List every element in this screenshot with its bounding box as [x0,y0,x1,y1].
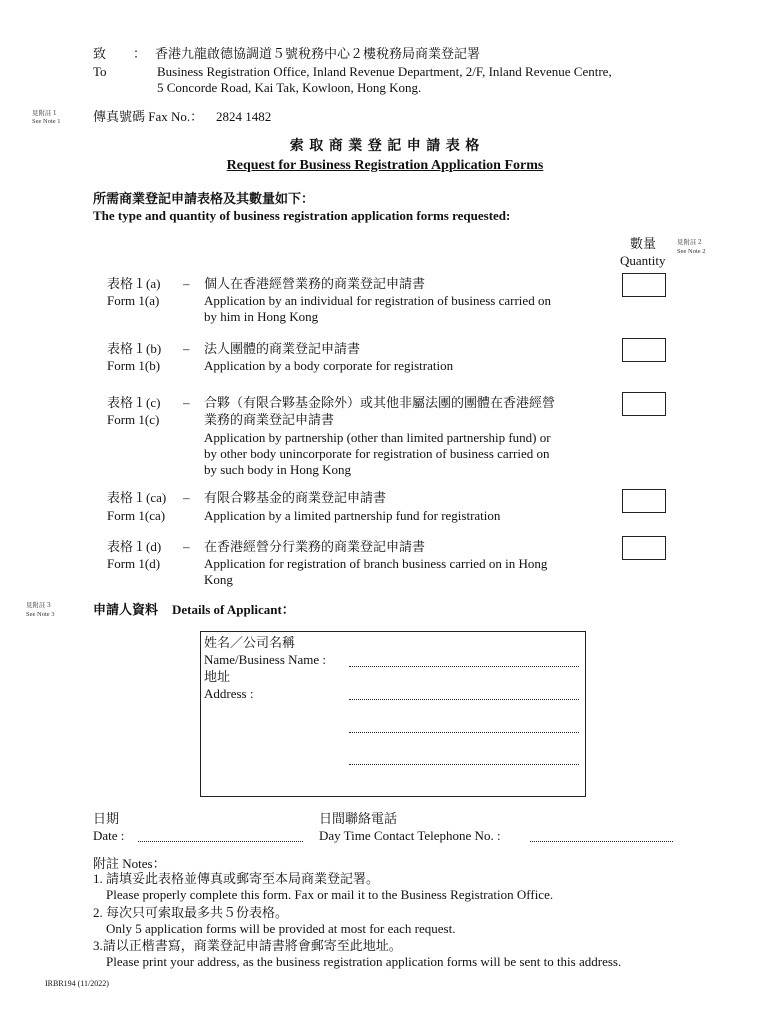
note3-ref-zh: 見附註３ [26,602,52,609]
note-2-zh: 2. 每次只可索取最多共５份表格。 [93,905,289,920]
form-1b-desc-zh: 法人團體的商業登記申請書 [204,341,361,356]
form-1b-code-zh: 表格１(b) [107,341,162,356]
form-1c-desc-en-1: Application by partnership (other than limited partnership fund) or [204,430,551,445]
applicant-heading-zh: 申請人資料 [93,602,159,617]
form-1a-desc-zh: 個人在香港經營業務的商業登記申請書 [204,276,426,291]
note1-ref-en: See Note 1 [32,118,61,125]
form-1d-dash: – [183,539,190,554]
form-1b-desc-en-1: Application by a body corporate for registration [204,358,454,373]
note-3-en: Please print your address, as the business registration application forms will be sent to this address. [106,954,622,969]
name-label-en: Name/Business Name : [204,652,327,667]
form-1d-desc-en-2: Kong [204,572,233,587]
form-1b-code-en: Form 1(b) [107,358,161,373]
form-1c-desc-zh-2: 業務的商業登記申請書 [204,412,335,427]
form-1d-desc-zh: 在香港經營分行業務的商業登記申請書 [204,539,426,554]
form-1a-desc-en-1: Application by an individual for registration of business carried on [204,293,551,308]
form-1a-code-en: Form 1(a) [107,293,160,308]
form-1d-desc-en-1: Application for registration of branch business carried on in Hong [204,556,548,571]
to-colon: ： [133,46,147,61]
form-1ca-quantity-box[interactable] [622,489,666,513]
quantity-label-en: Quantity [620,253,666,268]
name-input-line[interactable] [349,666,579,667]
note2-ref-en: See Note 2 [677,248,706,255]
phone-label-zh: 日間聯絡電話 [319,811,398,826]
form-1d-code-en: Form 1(d) [107,556,161,571]
name-label-zh: 姓名／公司名稱 [204,635,296,650]
notes-heading: 附註 Notes： [93,856,166,871]
phone-input-line[interactable] [530,841,673,842]
quantity-label-zh: 數量 [630,236,657,251]
date-label-en: Date : [93,828,125,843]
form-1b-dash: – [183,341,190,356]
form-1d-quantity-box[interactable] [622,536,666,560]
phone-label-en: Day Time Contact Telephone No. : [319,828,501,843]
form-1c-code-en: Form 1(c) [107,412,160,427]
form-1c-desc-en-3: by such body in Hong Kong [204,462,351,477]
note-3-zh: 3.請以正楷書寫，商業登記申請書將會郵寄至此地址。 [93,938,402,953]
form-1c-dash: – [183,395,190,410]
date-input-line[interactable] [138,841,303,842]
note2-ref-zh: 見附註２ [677,239,703,246]
applicant-details-box [200,631,586,797]
address-zh: 香港九龍啟德協調道５號稅務中心２樓稅務局商業登記署 [155,46,481,61]
forms-heading-en: The type and quantity of business registration application forms requested: [93,208,511,223]
form-1b-quantity-box[interactable] [622,338,666,362]
form-1ca-dash: – [183,490,190,505]
form-1d-code-zh: 表格１(d) [107,539,162,554]
form-1c-code-zh: 表格１(c) [107,395,161,410]
form-1c-quantity-box[interactable] [622,392,666,416]
form-1c-desc-zh: 合夥（有限合夥基金除外）或其他非屬法團的團體在香港經營 [204,395,556,410]
address-input-line-3[interactable] [349,764,579,765]
to-label-en: To [93,64,107,79]
to-label-zh: 致 [93,46,107,61]
form-1a-dash: – [183,276,190,291]
title-zh: 索 取 商 業 登 記 申 請 表 格 [289,139,481,154]
form-1ca-code-zh: 表格１(ca) [107,490,167,505]
note-1-en: Please properly complete this form. Fax or mail it to the Business Registration Office. [106,887,554,902]
fax-label: 傳真號碼 Fax No.： [93,109,204,124]
address-en-line1: Business Registration Office, Inland Revenue Department, 2/F, Inland Revenue Centre, [157,64,612,79]
form-1ca-code-en: Form 1(ca) [107,508,166,523]
form-1c-desc-en-2: by other body unincorporate for registration of business carried on [204,446,550,461]
title-en: Request for Business Registration Application Forms [226,158,544,173]
fax-number: 2824 1482 [216,109,272,124]
form-1a-code-zh: 表格１(a) [107,276,161,291]
applicant-heading-en: Details of Applicant： [172,602,295,617]
address-input-line-1[interactable] [349,699,579,700]
address-en-line2: 5 Concorde Road, Kai Tak, Kowloon, Hong Kong. [157,80,422,95]
form-1a-desc-en-2: by him in Hong Kong [204,309,319,324]
forms-heading-zh: 所需商業登記申請表格及其數量如下： [93,191,315,206]
form-code-footer: IRBR194 (11/2022) [45,979,109,988]
form-1ca-desc-zh: 有限合夥基金的商業登記申請書 [204,490,387,505]
form-1ca-desc-en-1: Application by a limited partnership fund for registration [204,508,501,523]
date-label-zh: 日期 [93,811,120,826]
note1-ref-zh: 見附註１ [32,110,58,117]
note-2-en: Only 5 application forms will be provided at most for each request. [106,921,456,936]
address-input-line-2[interactable] [349,732,579,733]
note3-ref-en: See Note 3 [26,611,55,618]
address-label-en: Address : [204,686,254,701]
note-1-zh: 1. 請填妥此表格並傳真或郵寄至本局商業登記署。 [93,871,380,886]
form-1a-quantity-box[interactable] [622,273,666,297]
address-label-zh: 地址 [204,669,231,684]
